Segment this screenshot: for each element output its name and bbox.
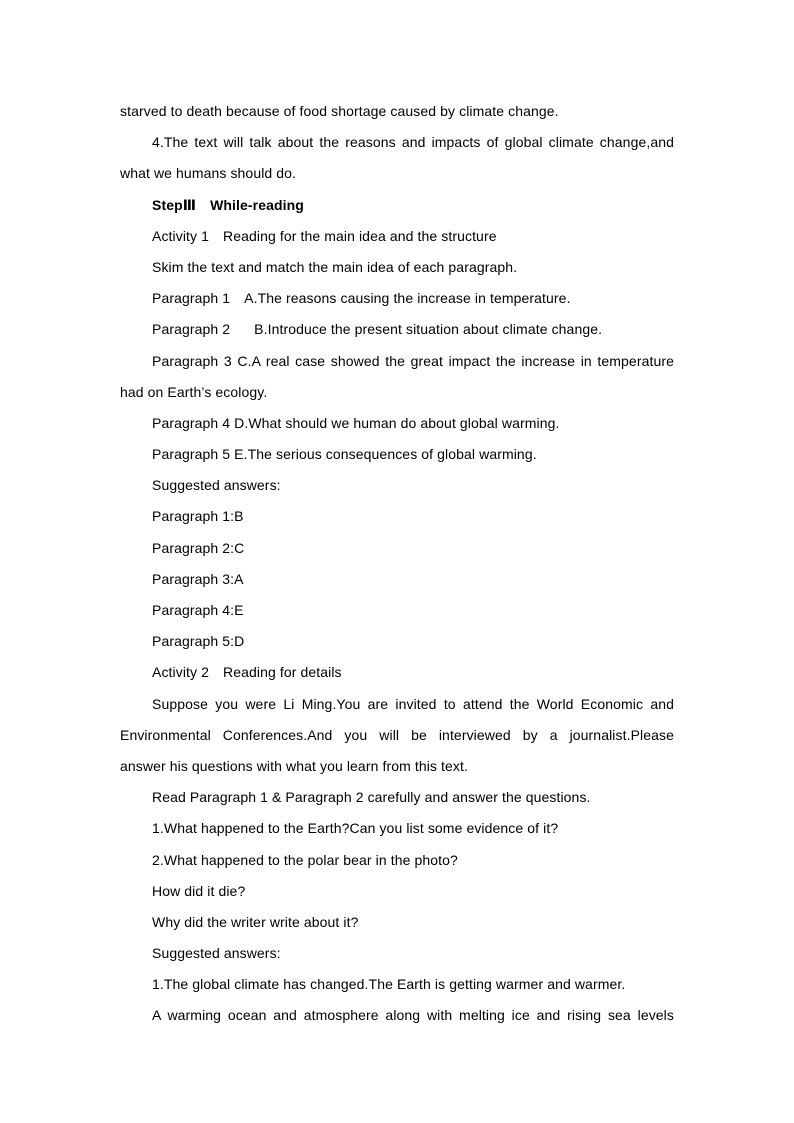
text-line: answer his questions with what you learn from this text.	[120, 757, 468, 774]
activity-heading	[120, 657, 674, 688]
paragraph-match-line: Paragraph 5 E.The serious consequences of global warming.	[152, 446, 537, 463]
answer-line: Paragraph 2:C	[152, 539, 245, 556]
paragraph-idea: B.Introduce the present situation about climate change.	[254, 321, 603, 338]
text-line: starved to death because of food shortage caused by climate change.	[120, 103, 559, 119]
paragraph-match-line: Paragraph 4 D.What should we human do about global warming.	[152, 414, 560, 431]
text-line: what we humans should do.	[120, 165, 297, 182]
paragraph-match-line	[120, 283, 674, 314]
activity-label: Activity 1	[152, 227, 210, 244]
step-label: StepⅢ	[152, 196, 197, 213]
answers-heading: Suggested answers:	[152, 477, 281, 494]
answer-line: Paragraph 1:B	[152, 508, 244, 525]
question-line: 2.What happened to the polar bear in the photo?	[152, 851, 458, 868]
document-body	[120, 96, 674, 1032]
question-line: Why did the writer write about it?	[152, 913, 359, 930]
activity-title: Reading for details	[223, 664, 342, 681]
question-line: How did it die?	[152, 882, 246, 899]
text-line: had on Earth’s ecology.	[120, 383, 268, 400]
text-line: Read Paragraph 1 & Paragraph 2 carefully and answer the questions.	[152, 789, 591, 806]
activity-label: Activity 2	[152, 664, 210, 681]
paragraph-match-line	[120, 314, 674, 345]
activity-heading	[120, 221, 674, 252]
answer-line: A warming ocean and atmosphere along with melting ice and rising sea levels	[152, 1007, 674, 1024]
text-line: Environmental Conferences.And you will be interviewed by a journalist.Please	[120, 726, 674, 743]
text-line: Suppose you were Li Ming.You are invited to attend the World Economic and	[152, 695, 674, 712]
paragraph-label: Paragraph 2	[152, 321, 231, 338]
answer-line: Paragraph 4:E	[152, 602, 244, 618]
text-line: 4.The text will talk about the reasons and impacts of global climate change,and	[152, 134, 674, 151]
paragraph-match-line: Paragraph 3 C.A real case showed the great impact the increase in temperature	[152, 352, 674, 369]
step-title: While-reading	[210, 196, 304, 213]
answer-line: Paragraph 3:A	[152, 570, 244, 587]
question-line: 1.What happened to the Earth?Can you list some evidence of it?	[152, 820, 559, 837]
paragraph-label: Paragraph 1	[152, 290, 231, 307]
text-line: Skim the text and match the main idea of each paragraph.	[152, 258, 518, 275]
answers-heading: Suggested answers:	[152, 945, 281, 962]
activity-title: Reading for the main idea and the structure	[223, 227, 497, 244]
step-heading	[120, 190, 674, 221]
answer-line: Paragraph 5:D	[152, 633, 245, 650]
answer-line: 1.The global climate has changed.The Earth is getting warmer and warmer.	[152, 976, 626, 993]
paragraph-idea: A.The reasons causing the increase in temperature.	[244, 290, 571, 307]
